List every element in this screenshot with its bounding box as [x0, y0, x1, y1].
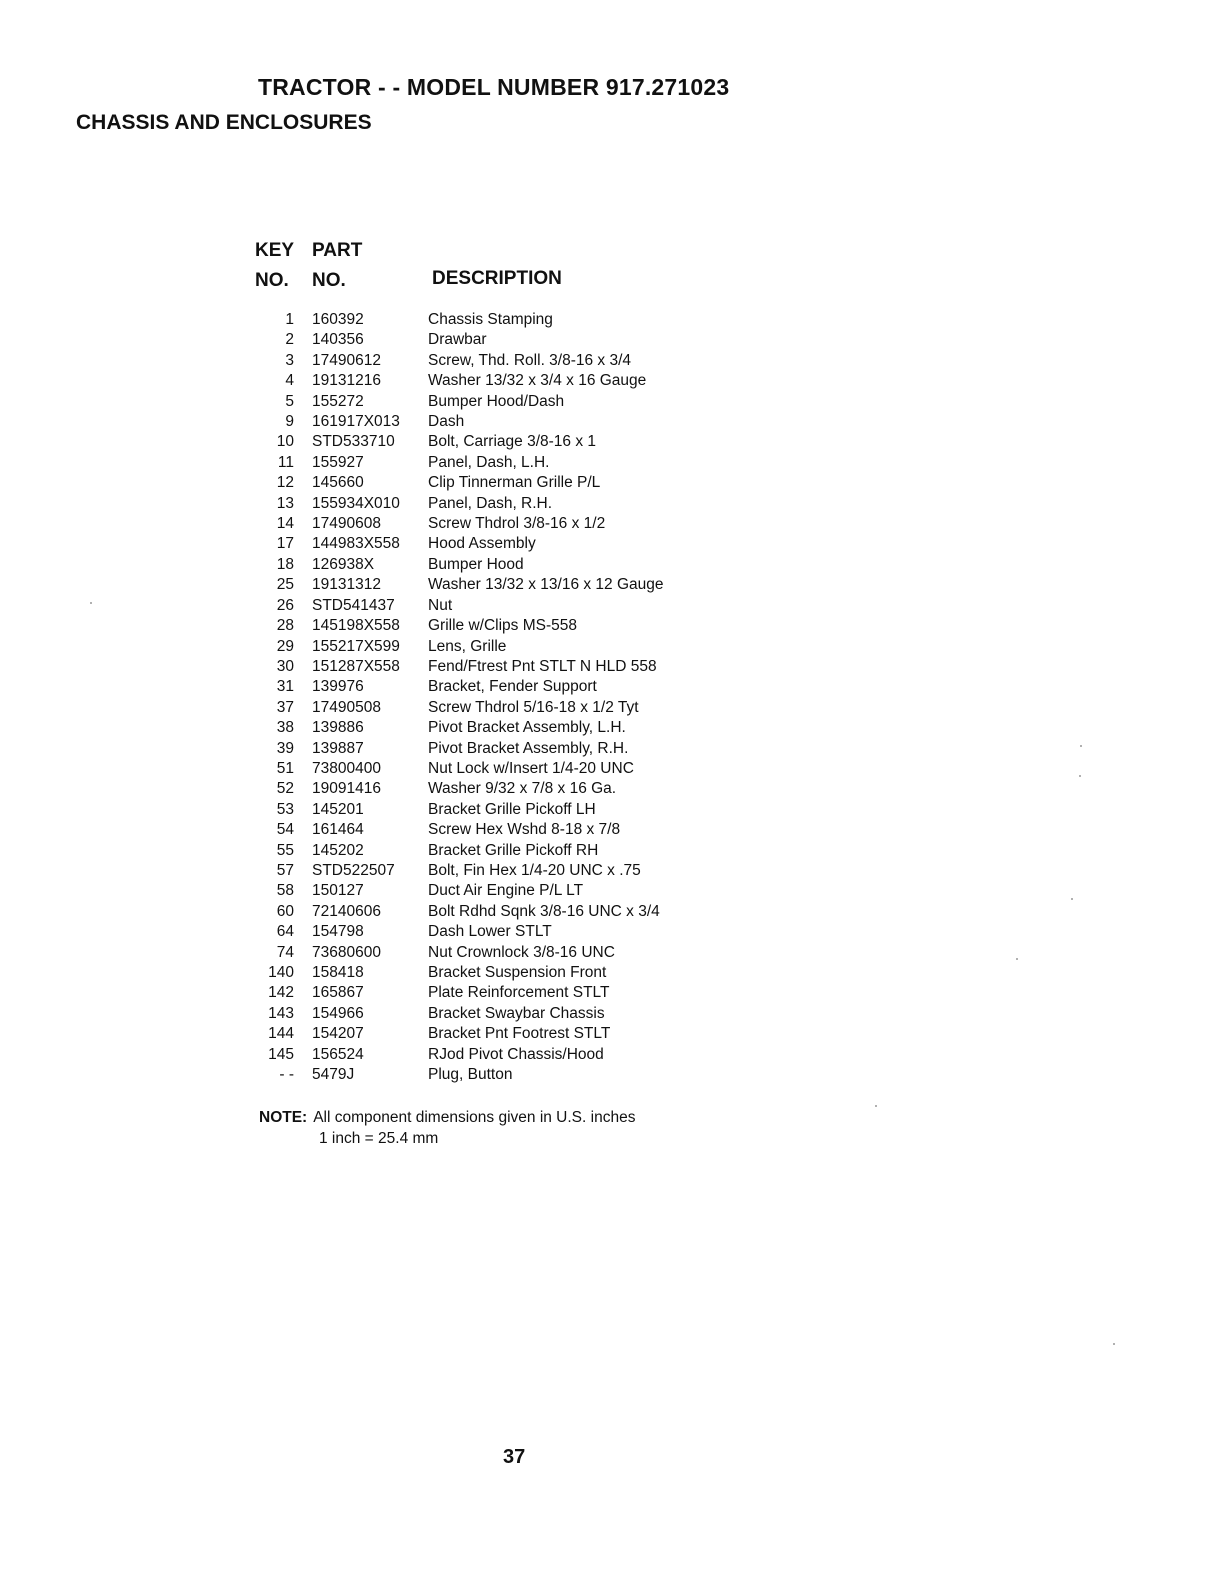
description-cell: Bolt, Carriage 3/8-16 x 1 — [428, 433, 597, 451]
table-row — [250, 759, 710, 779]
key-number-cell: 11 — [277, 453, 294, 471]
part-number-cell: 17490608 — [312, 515, 381, 533]
part-number-cell: 145660 — [312, 474, 364, 492]
part-number-cell: 158418 — [312, 964, 364, 981]
key-number-cell: 18 — [276, 555, 294, 573]
part-number-cell: 139976 — [312, 678, 364, 696]
key-number-cell: 26 — [276, 596, 294, 614]
key-number-cell: 60 — [276, 902, 294, 920]
key-number-cell: 52 — [276, 780, 294, 798]
key-number-cell: 9 — [285, 413, 294, 431]
table-row — [250, 1045, 710, 1065]
table-row — [250, 800, 710, 820]
key-header-line2: NO. — [255, 270, 289, 291]
key-number-cell: 3 — [285, 351, 294, 369]
description-cell: Grille w/Clips MS-558 — [428, 617, 578, 635]
part-number-cell: 154798 — [312, 923, 364, 941]
part-number-cell: 161464 — [312, 821, 364, 839]
scan-speck — [1113, 1343, 1115, 1345]
description-cell: Bracket Grille Pickoff RH — [428, 841, 599, 859]
description-cell: Bumper Hood — [428, 555, 524, 573]
table-row — [250, 494, 710, 514]
table-row — [250, 779, 710, 799]
description-cell: Washer 9/32 x 7/8 x 16 Ga. — [428, 780, 617, 798]
description-cell: Nut — [428, 596, 453, 614]
part-number-cell: 126938X — [312, 555, 375, 573]
description-cell: Washer 13/32 x 3/4 x 16 Gauge — [428, 372, 647, 390]
table-row — [250, 922, 710, 942]
key-number-cell: 145 — [268, 1045, 294, 1063]
table-row — [250, 902, 710, 922]
key-number-cell: 74 — [276, 943, 294, 961]
note-block — [259, 1107, 635, 1149]
description-cell: Panel, Dash, L.H. — [428, 453, 550, 471]
part-number-cell: STD541437 — [312, 596, 395, 614]
part-header-line2: NO. — [312, 270, 346, 291]
table-row — [250, 739, 710, 759]
part-number-cell: 19131216 — [312, 372, 381, 390]
table-row — [250, 514, 710, 534]
section-title: CHASSIS AND ENCLOSURES — [76, 111, 372, 134]
description-cell: Drawbar — [428, 331, 487, 349]
key-number-cell: 10 — [276, 433, 294, 451]
key-number-cell: 14 — [276, 515, 294, 533]
part-number-cell: 145201 — [312, 800, 364, 818]
table-row — [250, 963, 710, 983]
part-number-cell: 155272 — [312, 392, 364, 410]
part-number-cell: 73800400 — [312, 759, 381, 777]
description-cell: Duct Air Engine P/L LT — [428, 882, 584, 900]
part-number-cell: 17490612 — [312, 351, 381, 369]
description-cell: Hood Assembly — [428, 535, 536, 553]
description-cell: Bracket Grille Pickoff LH — [428, 800, 596, 818]
part-number-cell: 17490508 — [312, 698, 381, 716]
table-row — [250, 555, 710, 575]
part-number-cell: 156524 — [312, 1045, 364, 1063]
part-number-cell: 154207 — [312, 1025, 364, 1043]
key-number-cell: 55 — [276, 841, 294, 859]
page-title: TRACTOR - - MODEL NUMBER 917.271023 — [258, 74, 730, 100]
part-number-cell: 19131312 — [312, 576, 381, 594]
note-label: NOTE: — [259, 1109, 308, 1126]
table-row — [250, 351, 710, 371]
note-text: All component dimensions given in U.S. inches — [313, 1109, 636, 1126]
table-row — [250, 657, 710, 677]
description-cell: Chassis Stamping — [428, 311, 553, 328]
part-number-cell: 155934X010 — [312, 494, 400, 512]
scan-speck — [1016, 958, 1018, 960]
part-number-cell: 139886 — [312, 719, 364, 737]
table-row — [250, 310, 710, 330]
part-number-cell: 150127 — [312, 882, 364, 900]
description-cell: Screw Thdrol 3/8-16 x 1/2 — [428, 515, 606, 533]
key-number-cell: 2 — [285, 331, 294, 349]
description-cell: Bumper Hood/Dash — [428, 392, 565, 410]
part-number-cell: 140356 — [312, 331, 364, 349]
key-number-cell: 4 — [285, 372, 294, 390]
table-row — [250, 432, 710, 452]
table-row — [250, 637, 710, 657]
part-number-cell: 145198X558 — [312, 617, 400, 635]
table-row — [250, 881, 710, 901]
key-number-cell: 31 — [276, 678, 294, 696]
description-cell: Dash — [428, 413, 465, 431]
table-row — [250, 983, 710, 1003]
description-cell: Plug, Button — [428, 1066, 513, 1084]
description-cell: Pivot Bracket Assembly, R.H. — [428, 739, 629, 757]
key-number-cell: 64 — [276, 923, 294, 941]
table-row — [250, 596, 710, 616]
scan-speck — [875, 1105, 877, 1107]
part-number-cell: 73680600 — [312, 943, 381, 961]
description-cell: Bolt Rdhd Sqnk 3/8-16 UNC x 3/4 — [428, 902, 660, 920]
table-row — [250, 330, 710, 350]
key-number-cell: 17 — [276, 535, 294, 553]
table-row — [250, 392, 710, 412]
key-number-cell: 142 — [268, 984, 294, 1002]
table-row — [250, 1004, 710, 1024]
key-number-cell: 30 — [276, 657, 294, 675]
description-cell: RJod Pivot Chassis/Hood — [428, 1045, 604, 1063]
parts-table — [250, 310, 710, 1085]
description-cell: Panel, Dash, R.H. — [428, 494, 553, 512]
description-cell: Bracket, Fender Support — [428, 678, 597, 696]
note-conversion: 1 inch = 25.4 mm — [319, 1130, 439, 1147]
part-number-cell: STD522507 — [312, 861, 395, 879]
scan-speck — [1071, 898, 1073, 900]
scan-speck — [1080, 745, 1082, 747]
description-cell: Bolt, Fin Hex 1/4-20 UNC x .75 — [428, 861, 641, 879]
key-number-cell: 29 — [276, 637, 294, 655]
table-row — [250, 616, 710, 636]
part-number-cell: 145202 — [312, 841, 364, 859]
key-number-cell: 58 — [276, 882, 294, 900]
key-number-cell: 37 — [276, 698, 294, 716]
key-number-cell: 51 — [276, 759, 294, 777]
key-number-cell: 25 — [276, 576, 294, 594]
part-header-line1: PART — [312, 240, 363, 261]
key-number-cell: 54 — [276, 821, 294, 839]
scan-speck — [1079, 775, 1081, 777]
table-row — [250, 677, 710, 697]
key-header-line1: KEY — [255, 240, 295, 261]
part-number-cell: 72140606 — [312, 902, 381, 920]
key-number-cell: 143 — [268, 1004, 294, 1022]
description-cell: Bracket Swaybar Chassis — [428, 1004, 605, 1022]
description-cell: Washer 13/32 x 13/16 x 12 Gauge — [428, 576, 664, 594]
table-row — [250, 943, 710, 963]
part-number-cell: 19091416 — [312, 780, 381, 798]
key-number-cell: 140 — [268, 964, 294, 981]
key-number-cell: 53 — [276, 800, 294, 818]
part-number-cell: 144983X558 — [312, 535, 400, 553]
description-cell: Nut Lock w/Insert 1/4-20 UNC — [428, 759, 634, 777]
table-row — [250, 861, 710, 881]
table-row — [250, 698, 710, 718]
part-number-cell: 161917X013 — [312, 413, 400, 431]
part-number-cell: 5479J — [312, 1066, 355, 1084]
description-cell: Screw Hex Wshd 8-18 x 7/8 — [428, 821, 621, 839]
table-row — [250, 820, 710, 840]
description-cell: Nut Crownlock 3/8-16 UNC — [428, 943, 615, 961]
part-number-cell: 155217X599 — [312, 637, 400, 655]
table-row — [250, 575, 710, 595]
key-number-cell: 57 — [276, 861, 294, 879]
key-number-cell: 39 — [276, 739, 294, 757]
description-cell: Bracket Suspension Front — [428, 964, 607, 981]
description-cell: Screw Thdrol 5/16-18 x 1/2 Tyt — [428, 698, 639, 716]
description-header: DESCRIPTION — [432, 268, 562, 289]
table-row — [250, 841, 710, 861]
table-row — [250, 1065, 710, 1085]
key-number-cell: 28 — [276, 617, 294, 635]
part-number-cell: STD533710 — [312, 433, 395, 451]
description-cell: Pivot Bracket Assembly, L.H. — [428, 719, 626, 737]
key-number-cell: 5 — [285, 392, 294, 410]
table-row — [250, 534, 710, 554]
part-number-cell: 154966 — [312, 1004, 364, 1022]
table-row — [250, 371, 710, 391]
table-row — [250, 1024, 710, 1044]
key-number-cell: 13 — [276, 494, 294, 512]
description-cell: Fend/Ftrest Pnt STLT N HLD 558 — [428, 657, 657, 675]
key-number-cell: 144 — [268, 1025, 294, 1043]
part-number-cell: 165867 — [312, 984, 364, 1002]
description-cell: Screw, Thd. Roll. 3/8-16 x 3/4 — [428, 351, 632, 369]
scan-speck — [90, 602, 92, 604]
part-number-cell: 151287X558 — [312, 657, 400, 675]
table-row — [250, 453, 710, 473]
description-cell: Clip Tinnerman Grille P/L — [428, 474, 601, 492]
description-cell: Lens, Grille — [428, 637, 507, 655]
part-number-cell: 139887 — [312, 739, 364, 757]
description-cell: Dash Lower STLT — [428, 923, 552, 941]
key-number-cell: - - — [279, 1066, 294, 1084]
page-number: 37 — [503, 1446, 526, 1468]
key-number-cell: 1 — [285, 311, 294, 328]
description-cell: Plate Reinforcement STLT — [428, 984, 610, 1002]
key-number-cell: 12 — [276, 474, 294, 492]
table-row — [250, 718, 710, 738]
description-cell: Bracket Pnt Footrest STLT — [428, 1025, 611, 1043]
key-number-cell: 38 — [276, 719, 294, 737]
part-number-cell: 155927 — [312, 453, 364, 471]
table-row — [250, 473, 710, 493]
part-number-cell: 160392 — [312, 311, 364, 328]
table-row — [250, 412, 710, 432]
